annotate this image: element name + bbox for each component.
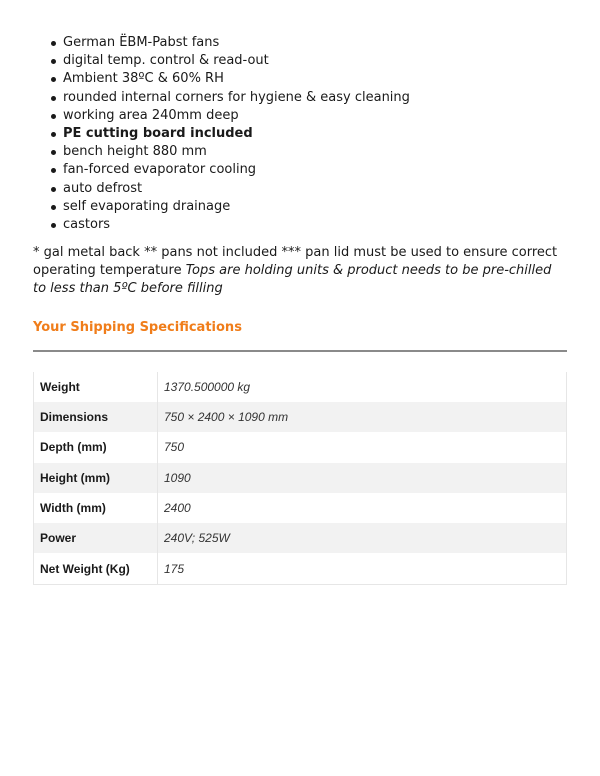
- feature-item: working area 240mm deep: [63, 107, 567, 125]
- feature-item: digital temp. control & read-out: [63, 52, 567, 70]
- table-row: [34, 372, 567, 402]
- product-description: [33, 34, 567, 585]
- section-divider: [33, 350, 567, 352]
- feature-item: castors: [63, 216, 567, 234]
- spec-label: Depth (mm): [34, 432, 158, 462]
- feature-item: self evaporating drainage: [63, 198, 567, 216]
- table-row: [34, 553, 567, 584]
- spec-label: Power: [34, 523, 158, 553]
- table-row: [34, 523, 567, 553]
- table-row: [34, 402, 567, 432]
- spec-value: 1370.500000 kg: [164, 379, 251, 394]
- shipping-specs-table: [33, 372, 567, 585]
- spec-value: 1090: [158, 463, 567, 493]
- feature-item: fan-forced evaporator cooling: [63, 161, 567, 179]
- feature-item: Ambient 38ºC & 60% RH: [63, 70, 567, 88]
- table-row: [34, 432, 567, 462]
- spec-value: 750 × 2400 × 1090 mm: [158, 402, 567, 432]
- spec-value: 240V; 525W: [158, 523, 567, 553]
- feature-item: auto defrost: [63, 180, 567, 198]
- notes-plain: * gal metal back ** pans not included *** pan lid must be used to ensure correct operating temperature: [33, 245, 558, 279]
- feature-item-highlight: PE cutting board included: [63, 125, 567, 143]
- spec-value: 750: [164, 440, 185, 455]
- spec-label: Net Weight (Kg): [34, 553, 158, 584]
- spec-label: Width (mm): [34, 493, 158, 523]
- spec-label: Weight: [34, 372, 158, 402]
- feature-list: [33, 34, 567, 234]
- feature-item: rounded internal corners for hygiene & easy cleaning: [63, 89, 567, 107]
- notes-italic: Tops are holding units & product needs to be pre-chilled to less than 5ºC before filling: [33, 263, 552, 297]
- spec-label: Height (mm): [34, 463, 158, 493]
- spec-value: 2400: [164, 501, 191, 515]
- table-row: [34, 493, 567, 523]
- feature-item: German ËBM-Pabst fans: [63, 34, 567, 52]
- spec-label: Dimensions: [34, 402, 158, 432]
- feature-item: bench height 880 mm: [63, 143, 567, 161]
- spec-value: 175: [164, 561, 185, 576]
- shipping-specs-heading: Your Shipping Specifications: [33, 319, 242, 335]
- product-notes: [33, 244, 563, 299]
- table-row: [34, 463, 567, 493]
